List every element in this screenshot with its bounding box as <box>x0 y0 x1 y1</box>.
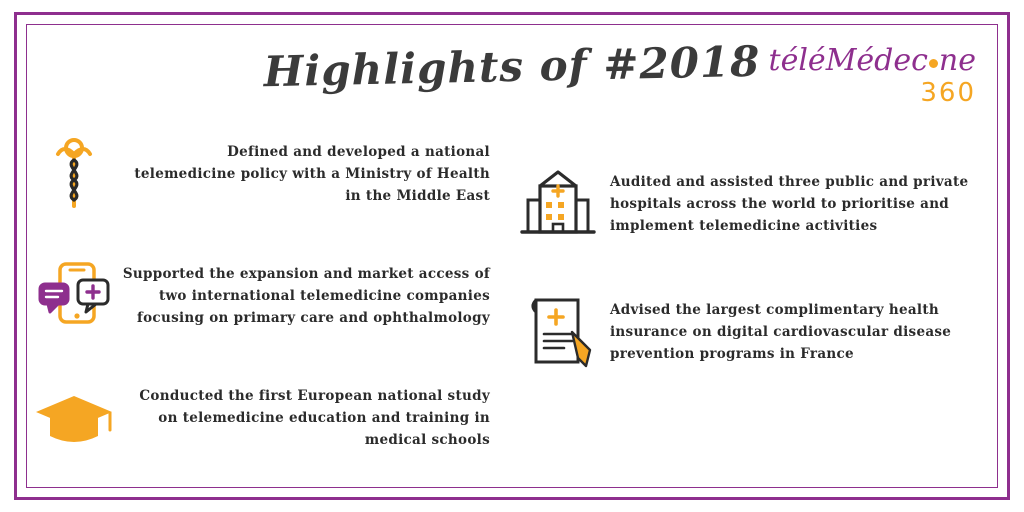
graduation-cap-icon <box>26 370 122 466</box>
right-highlights-column <box>510 156 980 406</box>
left-highlights-column <box>26 126 496 492</box>
highlight-text: Defined and developed a national telemedicine policy with a Ministry of Health in the Middle East <box>134 143 490 205</box>
highlight-item <box>26 126 496 222</box>
brand-number: 360 <box>920 78 976 108</box>
hospital-building-icon <box>510 156 606 252</box>
highlight-text: Advised the largest complimentary health insurance on digital cardiovascular disease prevention programs in France <box>610 301 952 363</box>
highlight-item <box>26 370 496 466</box>
medical-document-pencil-icon <box>510 284 606 380</box>
brand-logo <box>768 43 976 108</box>
highlight-item <box>26 248 496 344</box>
brand-name-part2: ne <box>938 43 976 78</box>
highlight-text: Audited and assisted three public and private hospitals across the world to prioritise and implement telemedicine activities <box>610 173 969 235</box>
orange-dot-icon <box>929 59 938 68</box>
highlight-item <box>510 284 980 380</box>
highlight-text: Supported the expansion and market access of two international telemedicine companies focusing on primary care and ophthalmology <box>122 265 490 327</box>
brand-name <box>768 43 976 78</box>
mobile-chat-health-icon <box>26 248 122 344</box>
caduceus-medical-icon <box>26 126 122 222</box>
highlight-item <box>510 156 980 252</box>
highlight-text: Conducted the first European national study on telemedicine education and training in medical schools <box>139 387 490 449</box>
brand-name-part1: téléMédec <box>768 43 928 78</box>
page-title: Highlights of #2018 <box>263 36 761 97</box>
